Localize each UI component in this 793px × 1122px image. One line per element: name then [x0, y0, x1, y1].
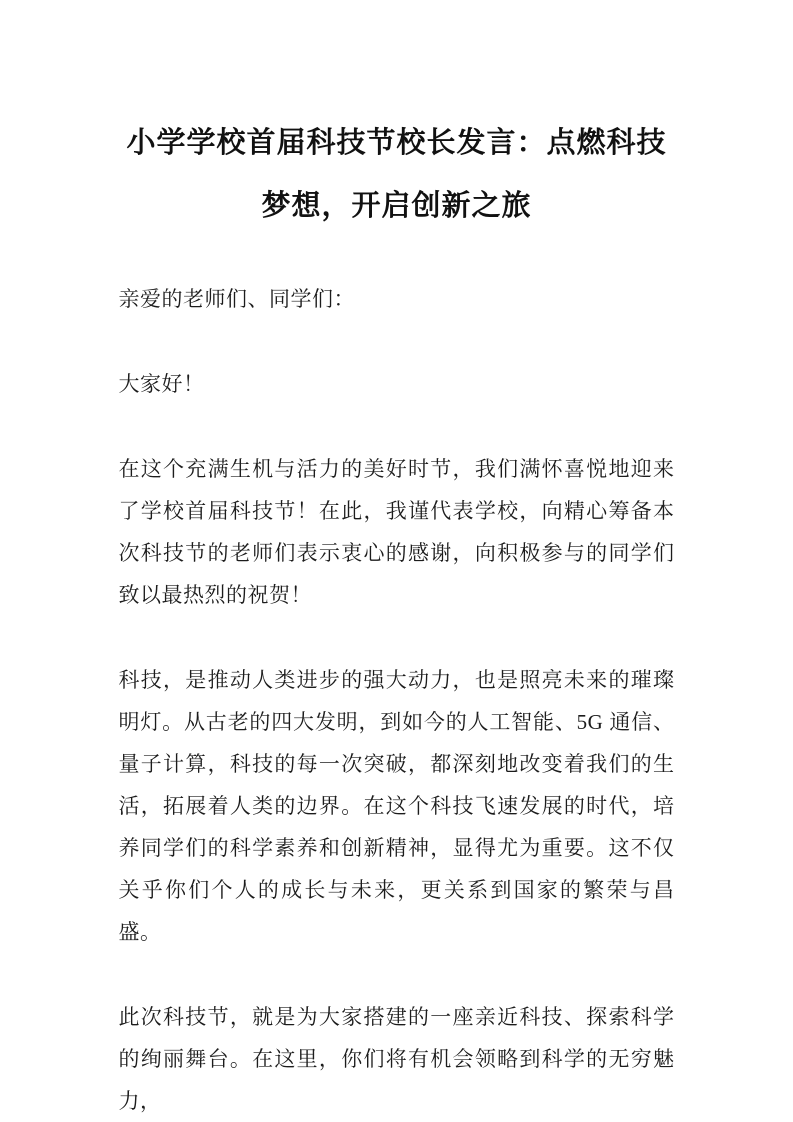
salutation-paragraph: 亲爱的老师们、同学们：: [118, 287, 355, 311]
technology-importance-paragraph: 科技，是推动人类进步的强大动力，也是照亮未来的璀璨明灯。从古老的四大发明，到如今的人工智能、5G 通信、量子计算，科技的每一次突破，都深刻地改变着我们的生活，拓展着人类的边界。在这个科技飞速发展的时代，培养同学们的科学素养和创新精神，显得尤为重要。这不仅关乎你们个人的成长与未来，更关系到国家的繁荣与昌盛。: [118, 668, 675, 944]
document-content: [119, 0, 675, 1122]
document-title: 小学学校首届科技节校长发言：点燃科技梦想，开启创新之旅: [126, 127, 667, 222]
greeting-paragraph: 大家好！: [118, 372, 205, 396]
opening-thanks-paragraph: 在这个充满生机与活力的美好时节，我们满怀喜悦地迎来了学校首届科技节！在此，我谨代表学校，向精心筹备本次科技节的老师们表示衷心的感谢，向积极参与的同学们致以最热烈的祝贺！: [118, 457, 675, 607]
festival-stage-paragraph: 此次科技节，就是为大家搭建的一座亲近科技、探索科学的绚丽舞台。在这里，你们将有机会领略到科学的无穷魅力，: [118, 1005, 675, 1113]
